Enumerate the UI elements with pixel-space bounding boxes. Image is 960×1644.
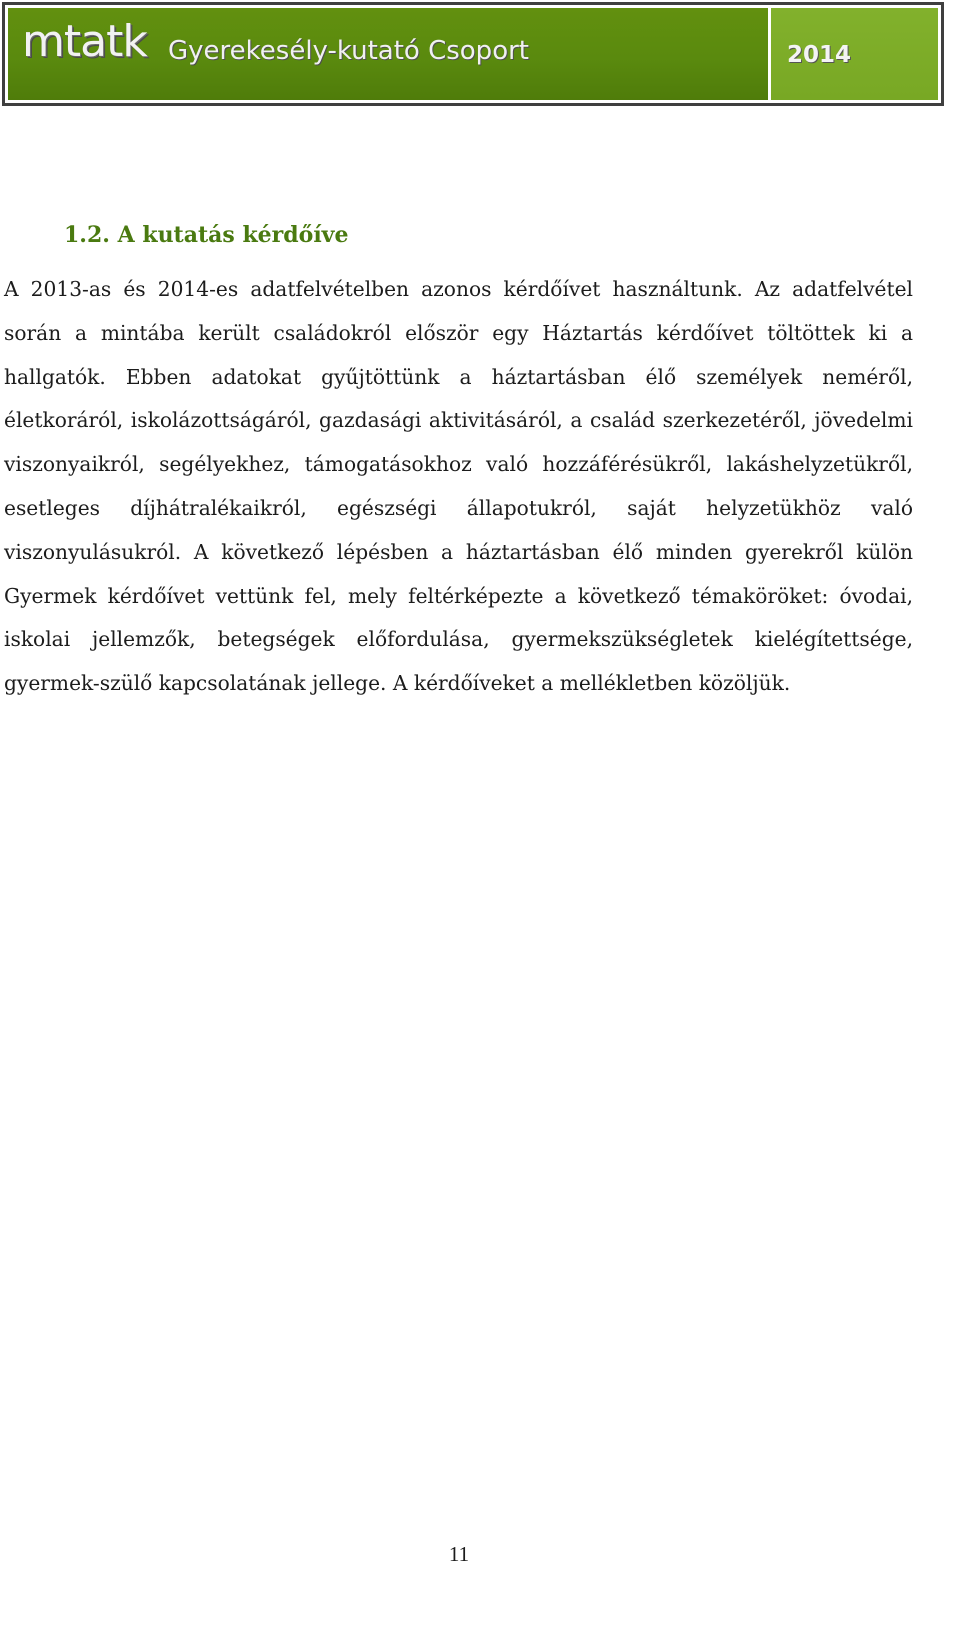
- header-right-panel: [771, 8, 938, 100]
- page-number: 11: [448, 1542, 470, 1566]
- section-paragraph: A 2013-as és 2014-es adatfelvételben azonos kérdőívet használtunk. Az adatfelvétel során a mintába került családokról először egy Háztartás kérdőívet töltöttek ki a hallgatók. Ebben adatokat gyűjtöttünk a háztartásban élő személyek neméről, életkoráról, iskolázottságáról, gazdasági aktivitásáról, a család szerkezetéről, jövedelmi viszonyaikról, segélyekhez, támogatásokhoz való hozzáférésükről, lakáshelyzetükről, esetleges díjhátralékaikról, egészségi állapotukról, saját helyzetükhöz való viszonyulásukról. A következő lépésben a háztartásban élő minden gyerekről külön Gyermek kérdőívet vettünk fel, mely feltérképezte a következő témaköröket: óvodai, iskolai jellemzők, betegségek előfordulása, gyermekszükségletek kielégítettsége, gyermek-szülő kapcsolatának jellege. A kérdőíveket a mellékletben közöljük.: [4, 277, 913, 696]
- mtatk-logo: mtatk: [22, 16, 147, 67]
- header-left-panel: [8, 8, 771, 100]
- research-group-name: Gyerekesély-kutató Csoport: [168, 36, 529, 66]
- header-year: 2014: [787, 42, 852, 68]
- header-banner: [2, 2, 944, 106]
- section-heading: 1.2. A kutatás kérdőíve: [64, 222, 349, 248]
- header-banner-inner: [8, 8, 938, 100]
